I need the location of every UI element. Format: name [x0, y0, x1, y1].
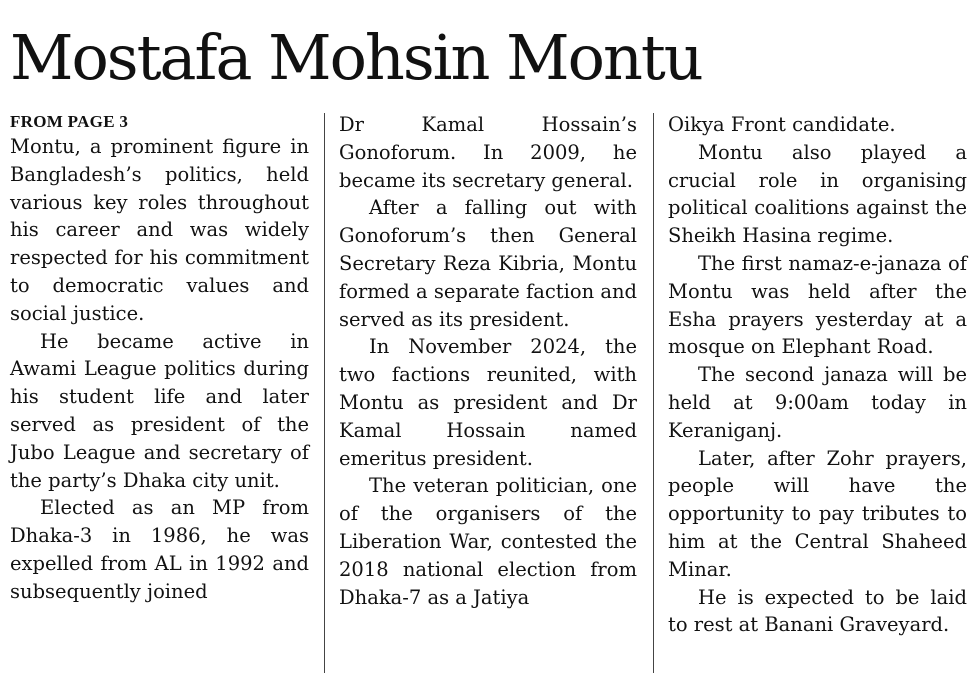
column-divider [653, 113, 654, 673]
article-paragraph: He is expected to be laid to rest at Banani Graveyard. [668, 585, 967, 637]
article-paragraph: In November 2024, the two factions reunited, with Montu as president and Dr Kamal Hossain named emeritus president. [339, 335, 637, 470]
article-paragraph: Dr Kamal Hossain’s Gonoforum. In 2009, he became its secretary general. [339, 113, 637, 192]
article-column-1 [10, 111, 309, 606]
article-paragraph: Later, after Zohr prayers, people will have the opportunity to pay tributes to him at the Central Shaheed Minar. [668, 446, 967, 581]
article-headline: Mostafa Mohsin Montu [10, 21, 702, 94]
continuation-kicker: FROM PAGE 3 [10, 112, 129, 131]
article-column-2 [339, 111, 637, 611]
article-paragraph: The first namaz-e-janaza of Montu was held after the Esha prayers yesterday at a mosque on Elephant Road. [668, 251, 967, 359]
article-paragraph: After a falling out with Gonoforum’s then General Secretary Reza Kibria, Montu formed a separate faction and served as its president. [339, 196, 637, 331]
article-paragraph: The veteran politician, one of the organisers of the Liberation War, contested the 2018 national election from Dhaka-7 as a Jatiya [339, 474, 637, 609]
column-divider [324, 113, 325, 673]
article-paragraph: Montu, a prominent figure in Bangladesh’s politics, held various key roles throughout his career and was widely respected for his commitment to democratic values and social justice. [10, 135, 309, 325]
article-paragraph: Oikya Front candidate. [668, 113, 896, 136]
article-paragraph: Montu also played a crucial role in organising political coalitions against the Sheikh Hasina regime. [668, 140, 967, 248]
article-paragraph: The second janaza will be held at 9:00am today in Keraniganj. [668, 363, 967, 442]
article-paragraph: He became active in Awami League politics during his student life and later served as president of the Jubo League and secretary of the party’s Dhaka city unit. [10, 329, 309, 492]
article-paragraph: Elected as an MP from Dhaka-3 in 1986, he was expelled from AL in 1992 and subsequently joined [10, 496, 309, 603]
article-column-3 [668, 111, 967, 639]
